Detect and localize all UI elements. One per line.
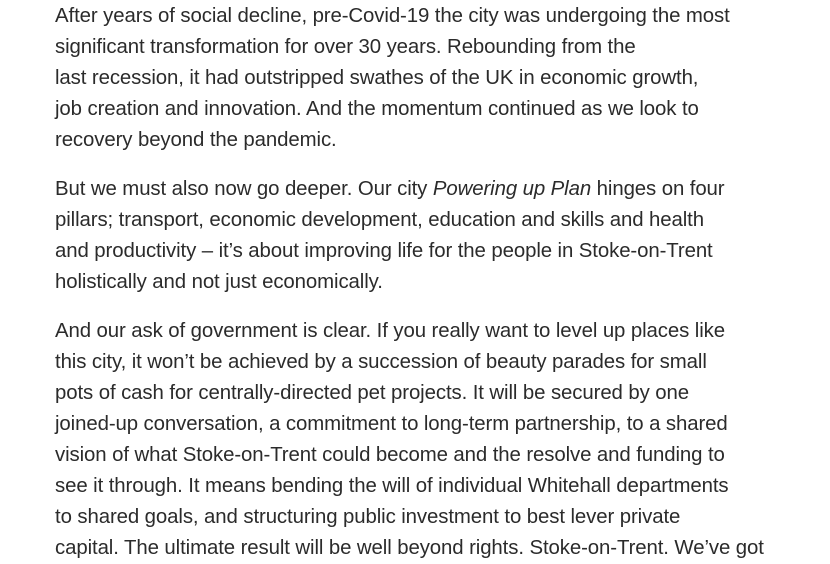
text-line: capital. The ultimate result will be well beyond rights. Stoke-on-Trent. We’ve got: [55, 537, 764, 559]
text-line: pots of cash for centrally-directed pet projects. It will be secured by one: [55, 382, 689, 404]
text-line: After years of social decline, pre-Covid-19 the city was undergoing the most: [55, 5, 730, 27]
text-run: But we must also now go deeper. Our city: [55, 178, 433, 200]
text-line: recovery beyond the pandemic.: [55, 129, 337, 151]
paragraph-2: [55, 174, 815, 298]
text-line: [55, 174, 815, 205]
document-page: [55, 0, 815, 559]
text-line: significant transformation for over 30 years. Rebounding from the: [55, 36, 636, 58]
paragraph-1: [55, 1, 815, 156]
text-line: see it through. It means bending the will of individual Whitehall departments: [55, 475, 729, 497]
paragraph-3: [55, 316, 815, 564]
text-line: and productivity – it’s about improving life for the people in Stoke-on-Trent: [55, 240, 713, 262]
text-line: to shared goals, and structuring public investment to best lever private: [55, 506, 681, 528]
text-line: holistically and not just economically.: [55, 271, 383, 293]
text-line: job creation and innovation. And the momentum continued as we look to: [55, 98, 699, 120]
plan-title-italic: Powering up Plan: [432, 178, 592, 200]
text-line: this city, it won’t be achieved by a succession of beauty parades for small: [55, 351, 707, 373]
text-line: last recession, it had outstripped swathes of the UK in economic growth,: [55, 67, 699, 89]
text-line: joined-up conversation, a commitment to long-term partnership, to a shared: [55, 413, 728, 435]
text-line: And our ask of government is clear. If you really want to level up places like: [55, 320, 725, 342]
text-line: vision of what Stoke-on-Trent could become and the resolve and funding to: [55, 444, 725, 466]
text-run: hinges on four: [591, 178, 725, 200]
text-line: pillars; transport, economic development, education and skills and health: [55, 209, 704, 231]
